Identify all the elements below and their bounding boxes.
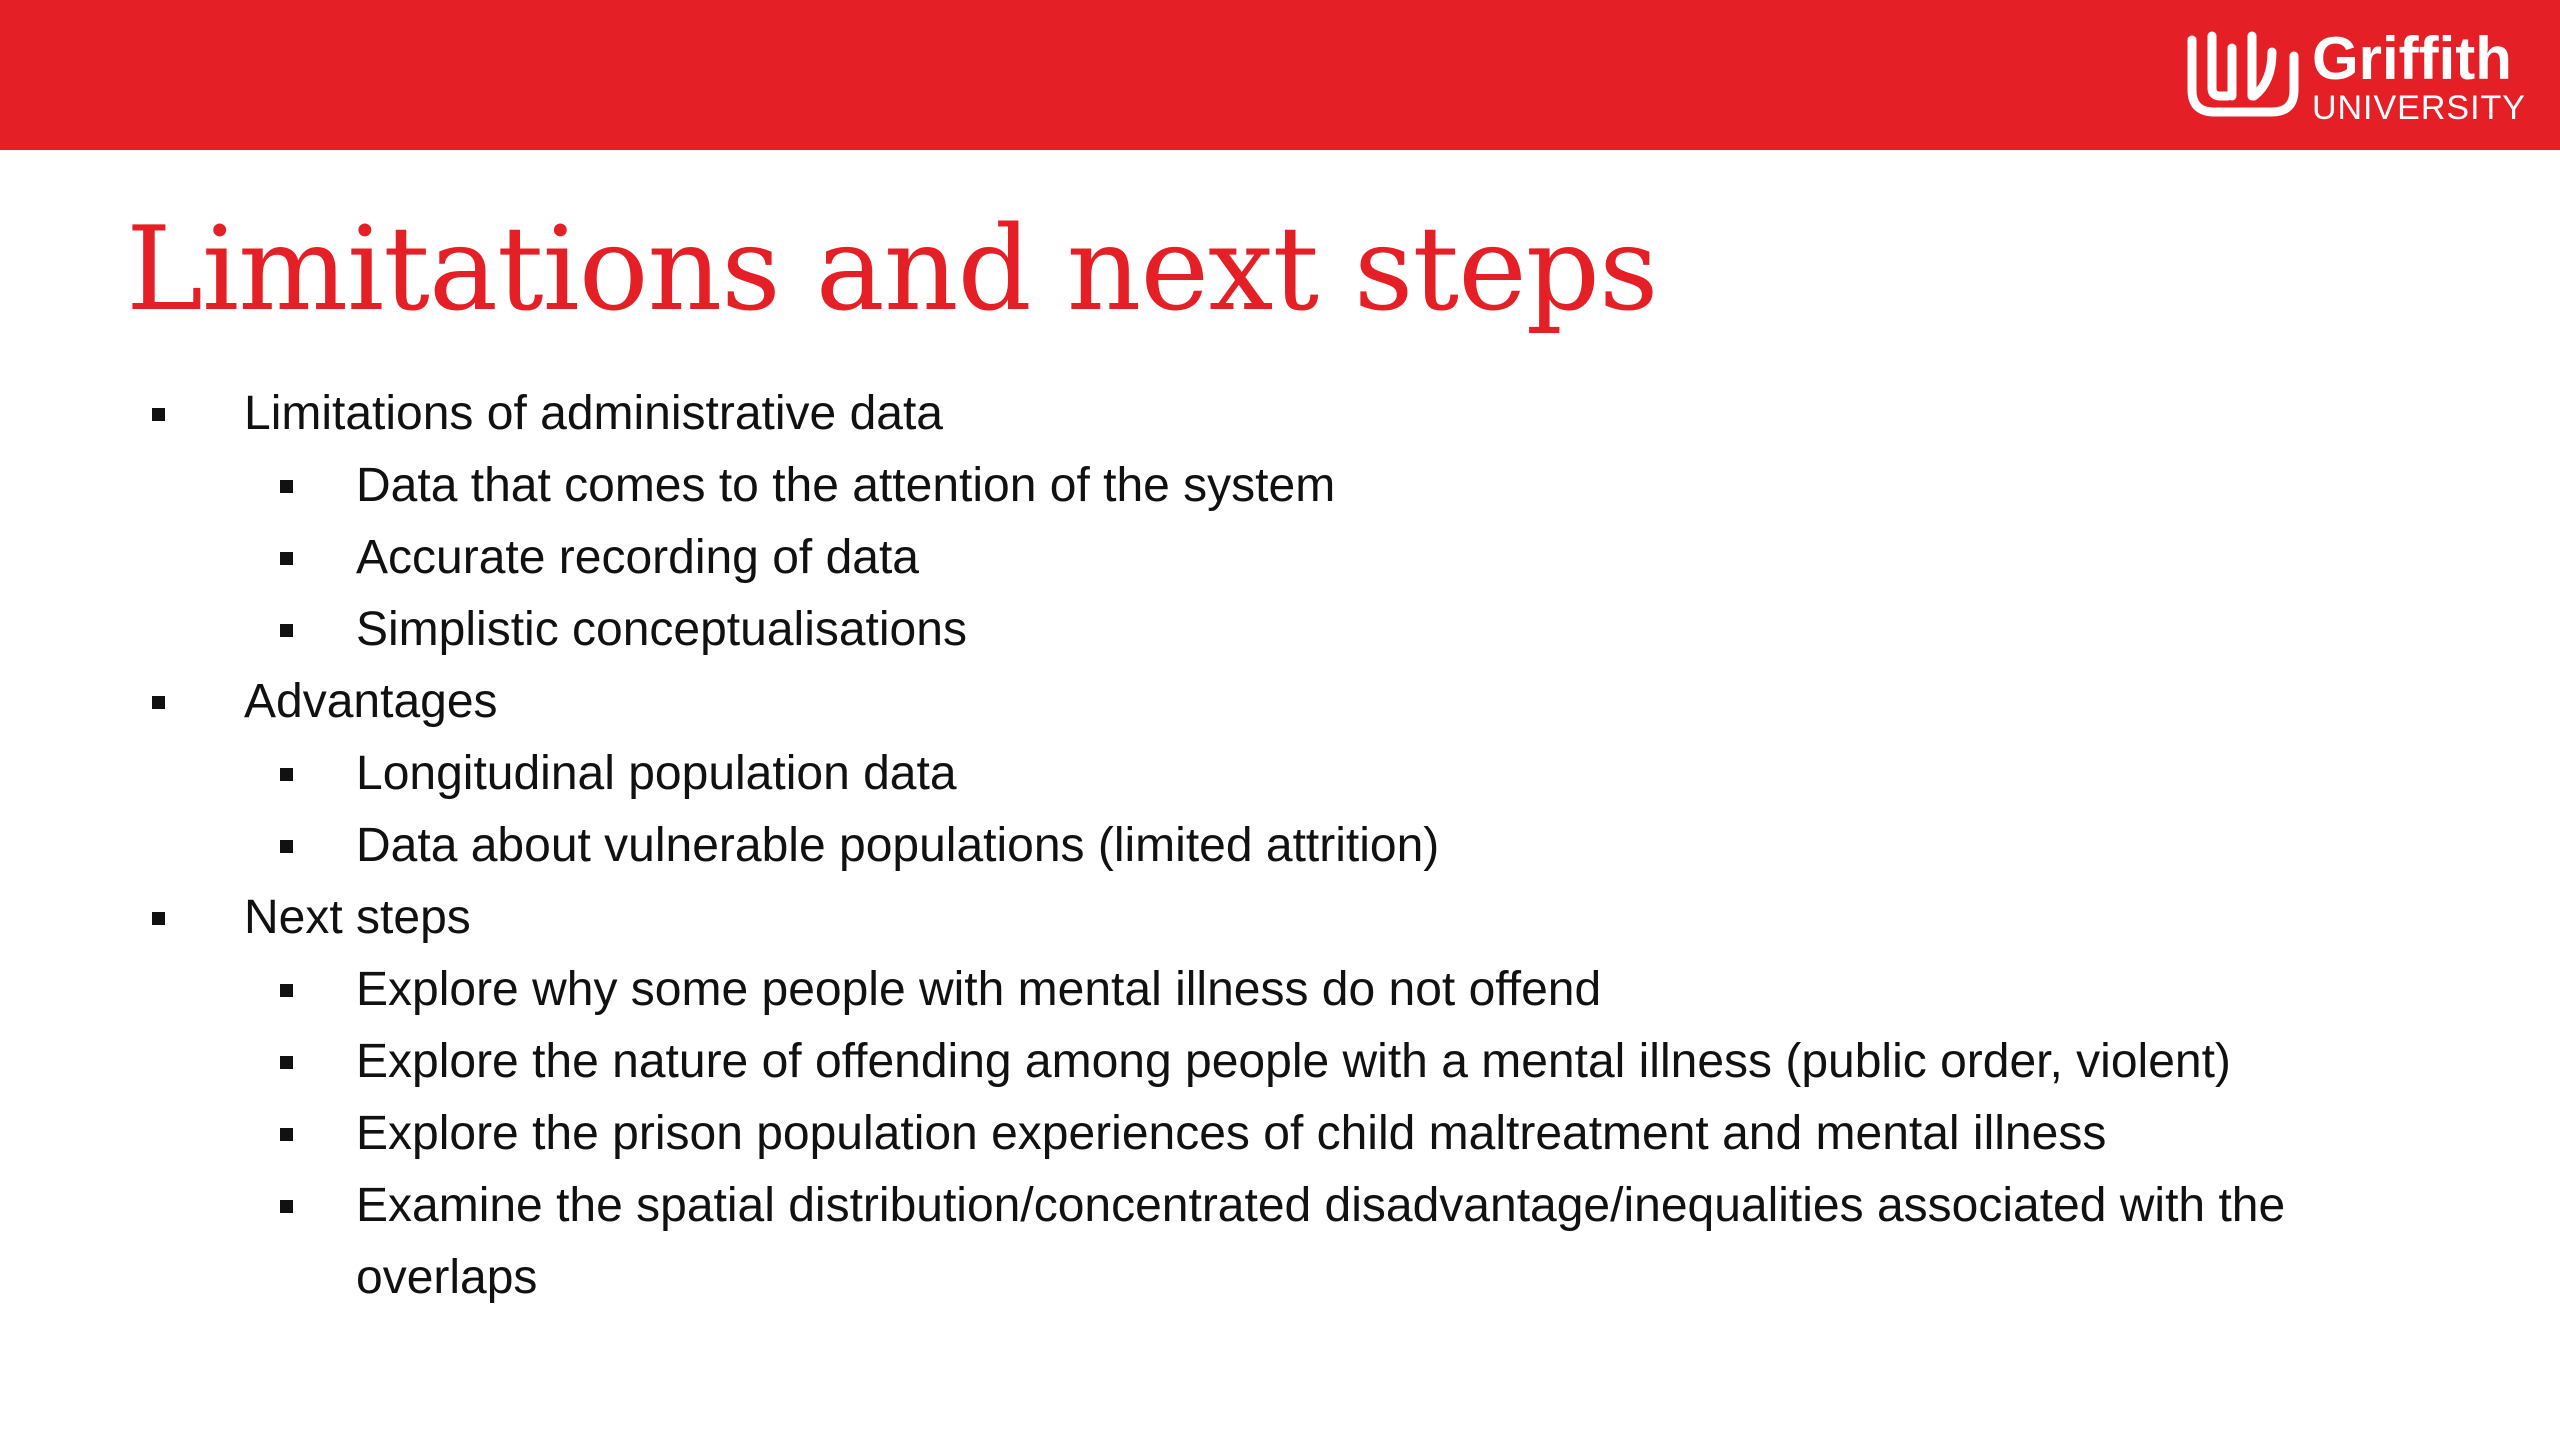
griffith-logo-mark-icon: [2184, 30, 2302, 124]
sub-bullet-text: Explore why some people with mental illness do not offend: [356, 963, 1602, 1016]
sub-bullet-item: [140, 1098, 2440, 1170]
square-bullet-icon: [280, 552, 293, 565]
bullet-next-steps: [140, 882, 2440, 1314]
slide-title: Limitations and next steps: [126, 202, 1658, 337]
sub-bullet-text: Explore the prison population experiences of child maltreatment and mental illness: [356, 1107, 2107, 1160]
sub-bullet-item: [140, 1026, 2440, 1098]
sub-bullet-item: [140, 450, 2440, 522]
sub-bullet-list: [244, 738, 2440, 882]
square-bullet-icon: [280, 984, 293, 997]
sub-bullet-item: [140, 810, 2440, 882]
bullet-label: Advantages: [244, 675, 498, 728]
sub-bullet-item: [140, 738, 2440, 810]
sub-bullet-item: [140, 522, 2440, 594]
square-bullet-icon: [280, 480, 293, 493]
sub-bullet-text: Simplistic conceptualisations: [356, 603, 967, 656]
square-bullet-icon: [280, 1200, 293, 1213]
slide-content: [140, 378, 2440, 1314]
square-bullet-icon: [152, 696, 165, 709]
sub-bullet-text: Accurate recording of data: [356, 531, 919, 584]
sub-bullet-item: [140, 594, 2440, 666]
sub-bullet-text: Explore the nature of offending among people with a mental illness (public order, violent): [356, 1035, 2231, 1088]
logo-subtitle: UNIVERSITY: [2311, 89, 2526, 127]
griffith-university-logo: [2184, 25, 2526, 127]
sub-bullet-item: [140, 1170, 2440, 1314]
square-bullet-icon: [152, 912, 165, 925]
square-bullet-icon: [152, 408, 165, 421]
bullet-label: Limitations of administrative data: [244, 387, 943, 440]
sub-bullet-item: [140, 954, 2440, 1026]
sub-bullet-text: Data about vulnerable populations (limited attrition): [356, 819, 1440, 872]
bullet-advantages: [140, 666, 2440, 882]
logo-text: [2311, 25, 2526, 127]
bullet-limitations: [140, 378, 2440, 666]
logo-wordmark: Griffith: [2311, 25, 2512, 92]
header-bar: [0, 0, 2560, 150]
bullet-label: Next steps: [244, 891, 471, 944]
sub-bullet-text: Longitudinal population data: [356, 747, 957, 800]
square-bullet-icon: [280, 624, 293, 637]
square-bullet-icon: [280, 1128, 293, 1141]
sub-bullet-list: [244, 450, 2440, 666]
bullet-list: [140, 378, 2440, 1314]
sub-bullet-list: [244, 954, 2440, 1314]
sub-bullet-text: Examine the spatial distribution/concentrated disadvantage/inequalities associated with the overlaps: [356, 1179, 2286, 1304]
square-bullet-icon: [280, 840, 293, 853]
sub-bullet-text: Data that comes to the attention of the system: [356, 459, 1336, 512]
square-bullet-icon: [280, 768, 293, 781]
square-bullet-icon: [280, 1056, 293, 1069]
